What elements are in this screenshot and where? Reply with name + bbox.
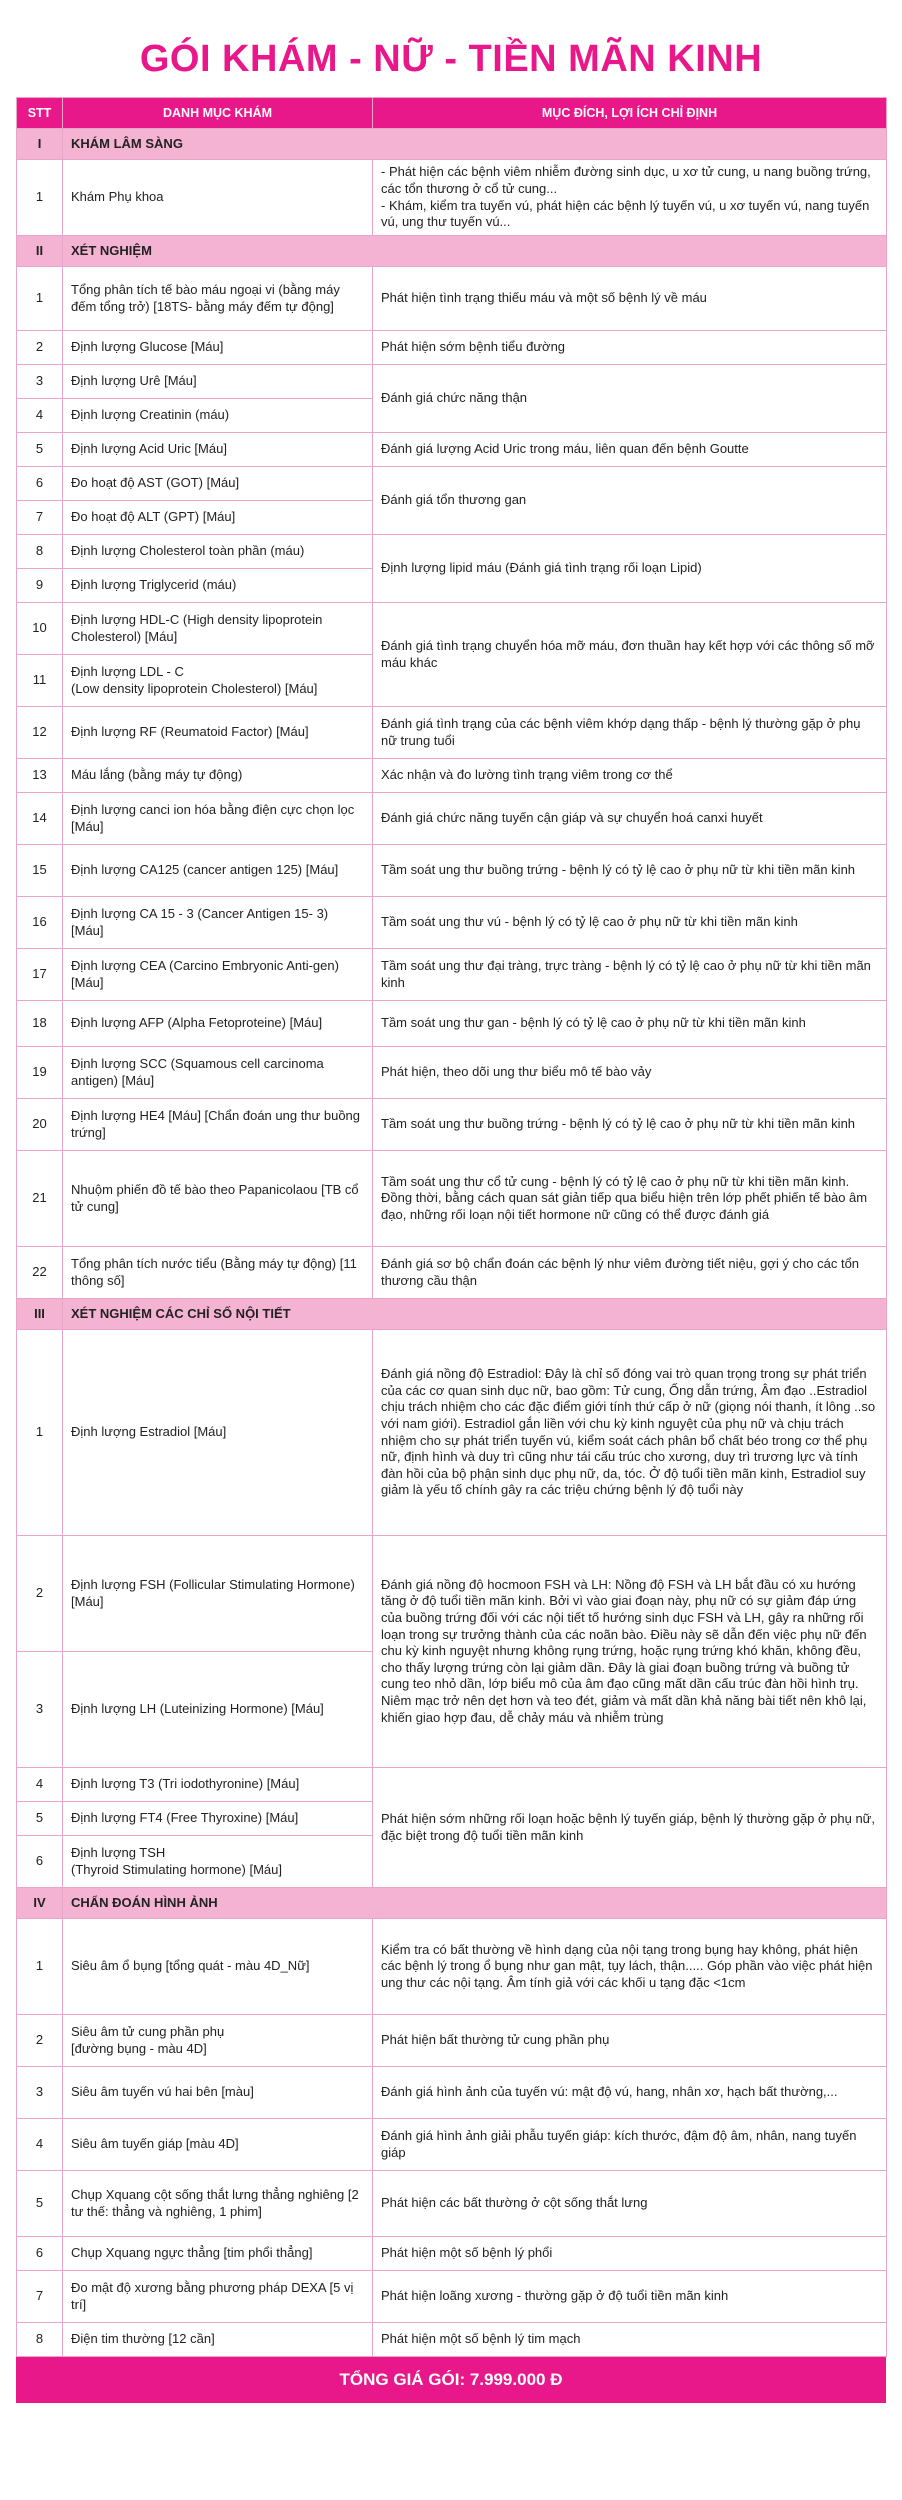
table-row (17, 897, 887, 949)
table-body (17, 129, 887, 2357)
exam-purpose: Phát hiện tình trạng thiếu máu và một số bệnh lý về máu (373, 267, 887, 331)
exam-purpose: Kiểm tra có bất thường về hình dạng của nội tạng trong bụng hay không, phát hiện các bệnh lý trong ổ bụng như gan mật, tụy lách, thận..... Góp phần vào việc phát hiện ung thư các nội tạng. Âm tính giả với các khối u tạng đặc <1cm (373, 1919, 887, 2015)
exam-purpose: Đánh giá nồng độ hocmoon FSH và LH: Nồng độ FSH và LH bắt đầu có xu hướng tăng ở độ tuổi tiền mãn kinh. Bởi vì vào giai đoạn này, phụ nữ có sự giảm đáp ứng của buồng trứng đối với các nội tiết tố hướng sinh dục FSH và LH, gây ra những rối loạn trong sự trưởng thành của các noãn bào. Điều này sẽ dẫn đến việc phụ nữ đến chu kỳ kinh nguyệt nhưng không rụng trứng, hoặc rụng trứng khó khăn, không đều, cho thấy lượng trứng còn lại giảm dần. Đây là giai đoạn buồng trứng và buồng tử cung teo nhỏ dần, lớp biểu mô của âm đạo cũng mất dần cấu trúc đàn hồi hình trụ. Niêm mạc trở nên dẹt hơn và teo đét, giảm và mất dần khả năng bài tiết nên khô lại, khiến giao hợp đau, dễ chảy máu và nhiễm trùng (373, 1536, 887, 1768)
table-row (17, 2323, 887, 2357)
table-row (17, 433, 887, 467)
header-purpose: MỤC ĐÍCH, LỢI ÍCH CHỈ ĐỊNH (373, 98, 887, 129)
exam-name: Định lượng CA125 (cancer antigen 125) [Máu] (63, 845, 373, 897)
table-row (17, 467, 887, 501)
section-number: I (17, 129, 63, 160)
exam-name: Định lượng LDL - C (Low density lipoprotein Cholesterol) [Máu] (63, 655, 373, 707)
exam-name: Siêu âm tuyến giáp [màu 4D] (63, 2119, 373, 2171)
exam-name: Tổng phân tích nước tiểu (Bằng máy tự động) [11 thông số] (63, 1247, 373, 1299)
exam-purpose: Phát hiện loãng xương - thường gặp ở độ tuổi tiền mãn kinh (373, 2271, 887, 2323)
section-number: IV (17, 1888, 63, 1919)
row-number: 3 (17, 1652, 63, 1768)
section-row (17, 1888, 887, 1919)
table-row (17, 1047, 887, 1099)
table-row (17, 1001, 887, 1047)
row-number: 21 (17, 1151, 63, 1247)
exam-name: Đo hoạt độ ALT (GPT) [Máu] (63, 501, 373, 535)
exam-name: Chụp Xquang ngực thẳng [tim phổi thẳng] (63, 2237, 373, 2271)
table-row (17, 2067, 887, 2119)
exam-name: Siêu âm tử cung phần phụ [đường bụng - màu 4D] (63, 2015, 373, 2067)
row-number: 19 (17, 1047, 63, 1099)
exam-purpose: Phát hiện sớm những rối loạn hoặc bệnh lý tuyến giáp, bệnh lý thường gặp ở phụ nữ, đặc biệt trong độ tuổi tiền mãn kinh (373, 1768, 887, 1888)
exam-purpose: Đánh giá tổn thương gan (373, 467, 887, 535)
row-number: 1 (17, 267, 63, 331)
row-number: 8 (17, 535, 63, 569)
table-row (17, 1151, 887, 1247)
table-row (17, 793, 887, 845)
section-row (17, 236, 887, 267)
exam-name: Định lượng AFP (Alpha Fetoproteine) [Máu] (63, 1001, 373, 1047)
table-row (17, 949, 887, 1001)
exam-purpose: Tầm soát ung thư vú - bệnh lý có tỷ lệ cao ở phụ nữ từ khi tiền mãn kinh (373, 897, 887, 949)
package-table-wrapper (16, 97, 886, 2403)
row-number: 11 (17, 655, 63, 707)
table-header (17, 98, 887, 129)
exam-purpose: Tầm soát ung thư buồng trứng - bệnh lý có tỷ lệ cao ở phụ nữ từ khi tiền mãn kinh (373, 1099, 887, 1151)
row-number: 4 (17, 1768, 63, 1802)
exam-purpose: Đánh giá sơ bộ chẩn đoán các bệnh lý như viêm đường tiết niệu, gợi ý cho các tổn thương cầu thận (373, 1247, 887, 1299)
row-number: 2 (17, 1536, 63, 1652)
exam-purpose: Tầm soát ung thư buồng trứng - bệnh lý có tỷ lệ cao ở phụ nữ từ khi tiền mãn kinh (373, 845, 887, 897)
exam-name: Định lượng FSH (Follicular Stimulating Hormone) [Máu] (63, 1536, 373, 1652)
exam-name: Khám Phụ khoa (63, 160, 373, 236)
table-row (17, 2119, 887, 2171)
exam-name: Định lượng CA 15 - 3 (Cancer Antigen 15- 3) [Máu] (63, 897, 373, 949)
exam-purpose: Đánh giá hình ảnh giải phẫu tuyến giáp: kích thước, đậm độ âm, nhân, nang tuyến giáp (373, 2119, 887, 2171)
row-number: 2 (17, 331, 63, 365)
row-number: 6 (17, 1836, 63, 1888)
exam-name: Siêu âm tuyến vú hai bên [màu] (63, 2067, 373, 2119)
table-row (17, 1099, 887, 1151)
row-number: 16 (17, 897, 63, 949)
exam-name: Định lượng LH (Luteinizing Hormone) [Máu] (63, 1652, 373, 1768)
row-number: 20 (17, 1099, 63, 1151)
exam-name: Định lượng HE4 [Máu] [Chẩn đoán ung thư buồng trứng] (63, 1099, 373, 1151)
table-row (17, 365, 887, 399)
table-row (17, 1330, 887, 1536)
exam-purpose: Đánh giá chức năng tuyến cận giáp và sự chuyển hoá canxi huyết (373, 793, 887, 845)
exam-purpose: Đánh giá hình ảnh của tuyến vú: mật độ vú, hang, nhân xơ, hạch bất thường,... (373, 2067, 887, 2119)
exam-purpose: Phát hiện bất thường tử cung phần phụ (373, 2015, 887, 2067)
section-title: KHÁM LÂM SÀNG (63, 129, 887, 160)
table-row (17, 1768, 887, 1802)
exam-purpose: Tầm soát ung thư đại tràng, trực tràng - bệnh lý có tỷ lệ cao ở phụ nữ từ khi tiền mãn kinh (373, 949, 887, 1001)
row-number: 13 (17, 759, 63, 793)
row-number: 7 (17, 501, 63, 535)
exam-purpose: Đánh giá tình trạng của các bệnh viêm khớp dạng thấp - bệnh lý thường gặp ở phụ nữ trung tuổi (373, 707, 887, 759)
table-row (17, 331, 887, 365)
row-number: 1 (17, 160, 63, 236)
exam-purpose: Phát hiện một số bệnh lý phổi (373, 2237, 887, 2271)
exam-purpose: - Phát hiện các bệnh viêm nhiễm đường sinh dục, u xơ tử cung, u nang buồng trứng, các tổn thương ở cổ tử cung... - Khám, kiểm tra tuyến vú, phát hiện các bệnh lý tuyến vú, u xơ tuyến vú, nang tuyến vú, ung thư tuyến vú... (373, 160, 887, 236)
table-row (17, 603, 887, 655)
table-row (17, 2171, 887, 2237)
exam-purpose: Đánh giá lượng Acid Uric trong máu, liên quan đến bệnh Goutte (373, 433, 887, 467)
exam-name: Máu lắng (bằng máy tự động) (63, 759, 373, 793)
row-number: 4 (17, 399, 63, 433)
exam-purpose: Đánh giá tình trạng chuyển hóa mỡ máu, đơn thuần hay kết hợp với các thông số mỡ máu khác (373, 603, 887, 707)
row-number: 3 (17, 2067, 63, 2119)
exam-name: Định lượng Triglycerid (máu) (63, 569, 373, 603)
exam-name: Định lượng Acid Uric [Máu] (63, 433, 373, 467)
row-number: 3 (17, 365, 63, 399)
row-number: 12 (17, 707, 63, 759)
row-number: 18 (17, 1001, 63, 1047)
table-row (17, 2271, 887, 2323)
row-number: 5 (17, 2171, 63, 2237)
exam-purpose: Định lượng lipid máu (Đánh giá tình trạng rối loạn Lipid) (373, 535, 887, 603)
exam-name: Siêu âm ổ bụng [tổng quát - màu 4D_Nữ] (63, 1919, 373, 2015)
exam-name: Định lượng RF (Reumatoid Factor) [Máu] (63, 707, 373, 759)
exam-name: Định lượng T3 (Tri iodothyronine) [Máu] (63, 1768, 373, 1802)
table-row (17, 759, 887, 793)
row-number: 22 (17, 1247, 63, 1299)
row-number: 10 (17, 603, 63, 655)
exam-name: Định lượng TSH (Thyroid Stimulating hormone) [Máu] (63, 1836, 373, 1888)
table-row (17, 1919, 887, 2015)
page-title: GÓI KHÁM - NỮ - TIỀN MÃN KINH (139, 38, 763, 80)
exam-purpose: Tầm soát ung thư cổ tử cung - bệnh lý có tỷ lệ cao ở phụ nữ từ khi tiền mãn kinh. Đồng thời, bằng cách quan sát giản tiếp qua biểu hiện trên lớp phết phiến tế bào âm đạo, những rối loạn nội tiết hormone nữ cũng có thể được đánh giá (373, 1151, 887, 1247)
exam-purpose: Phát hiện một số bệnh lý tim mạch (373, 2323, 887, 2357)
exam-purpose: Phát hiện các bất thường ở cột sống thắt lưng (373, 2171, 887, 2237)
section-title: XÉT NGHIỆM (63, 236, 887, 267)
table-row (17, 1536, 887, 1652)
row-number: 5 (17, 433, 63, 467)
exam-name: Định lượng canci ion hóa bằng điện cực chọn lọc [Máu] (63, 793, 373, 845)
header-name: DANH MỤC KHÁM (63, 98, 373, 129)
section-number: III (17, 1299, 63, 1330)
exam-purpose: Đánh giá nồng độ Estradiol: Đây là chỉ số đóng vai trò quan trọng trong sự phát triển của các cơ quan sinh dục nữ, bao gồm: Tử cung, Ống dẫn trứng, Âm đạo ..Estradiol chịu trách nhiệm cho các đặc điểm giới tính thứ cấp ở nữ (giọng nói thanh, ít lông ..so với nam giới). Estradiol gắn liền với chu kỳ kinh nguyệt của phụ nữ và chịu trách nhiệm cho sự phát triển tuyến vú, kiểm soát cách phân bổ chất béo trong cơ thể phụ nữ, định hình và duy trì cũng như tái cấu trúc cho xương, duy trì trương lực và tính đàn hồi của bộ phận sinh dục phụ nữ, da, tóc. Ở độ tuổi tiền mãn kinh, Estradiol suy giảm là yếu tố chính gây ra các triệu chứng bệnh lý độ tuổi này (373, 1330, 887, 1536)
section-row (17, 1299, 887, 1330)
exam-name: Định lượng FT4 (Free Thyroxine) [Máu] (63, 1802, 373, 1836)
exam-name: Định lượng HDL-C (High density lipoprotein Cholesterol) [Máu] (63, 603, 373, 655)
section-title: CHẨN ĐOÁN HÌNH ẢNH (63, 1888, 887, 1919)
table-row (17, 267, 887, 331)
row-number: 5 (17, 1802, 63, 1836)
header-stt: STT (17, 98, 63, 129)
exam-name: Chụp Xquang cột sống thắt lưng thẳng nghiêng [2 tư thế: thẳng và nghiêng, 1 phim] (63, 2171, 373, 2237)
section-title: XÉT NGHIỆM CÁC CHỈ SỐ NỘI TIẾT (63, 1299, 887, 1330)
exam-name: Định lượng Estradiol [Máu] (63, 1330, 373, 1536)
row-number: 9 (17, 569, 63, 603)
row-number: 2 (17, 2015, 63, 2067)
row-number: 6 (17, 2237, 63, 2271)
row-number: 4 (17, 2119, 63, 2171)
exam-name: Định lượng SCC (Squamous cell carcinoma antigen) [Máu] (63, 1047, 373, 1099)
row-number: 15 (17, 845, 63, 897)
table-row (17, 160, 887, 236)
row-number: 14 (17, 793, 63, 845)
row-number: 6 (17, 467, 63, 501)
exam-purpose: Phát hiện, theo dõi ung thư biểu mô tế bào vảy (373, 1047, 887, 1099)
table-row (17, 535, 887, 569)
exam-purpose: Xác nhận và đo lường tình trạng viêm trong cơ thể (373, 759, 887, 793)
exam-name: Định lượng Urê [Máu] (63, 365, 373, 399)
exam-name: Định lượng CEA (Carcino Embryonic Anti-gen) [Máu] (63, 949, 373, 1001)
package-table (16, 97, 887, 2357)
row-number: 7 (17, 2271, 63, 2323)
table-row (17, 845, 887, 897)
total-price: TỔNG GIÁ GÓI: 7.999.000 Đ (16, 2357, 886, 2403)
exam-name: Nhuộm phiến đồ tế bào theo Papanicolaou [TB cổ tử cung] (63, 1151, 373, 1247)
row-number: 1 (17, 1919, 63, 2015)
exam-purpose: Đánh giá chức năng thận (373, 365, 887, 433)
exam-name: Đo mật độ xương bằng phương pháp DEXA [5 vị trí] (63, 2271, 373, 2323)
row-number: 8 (17, 2323, 63, 2357)
exam-name: Đo hoạt độ AST (GOT) [Máu] (63, 467, 373, 501)
exam-name: Tổng phân tích tế bào máu ngoại vi (bằng máy đếm tổng trở) [18TS- bằng máy đếm tự động] (63, 267, 373, 331)
table-row (17, 2015, 887, 2067)
exam-name: Định lượng Creatinin (máu) (63, 399, 373, 433)
exam-purpose: Tầm soát ung thư gan - bệnh lý có tỷ lệ cao ở phụ nữ từ khi tiền mãn kinh (373, 1001, 887, 1047)
row-number: 17 (17, 949, 63, 1001)
section-row (17, 129, 887, 160)
row-number: 1 (17, 1330, 63, 1536)
section-number: II (17, 236, 63, 267)
exam-name: Điện tim thường [12 cần] (63, 2323, 373, 2357)
exam-name: Định lượng Glucose [Máu] (63, 331, 373, 365)
exam-name: Định lượng Cholesterol toàn phần (máu) (63, 535, 373, 569)
exam-purpose: Phát hiện sớm bệnh tiểu đường (373, 331, 887, 365)
table-row (17, 1247, 887, 1299)
table-row (17, 707, 887, 759)
table-row (17, 2237, 887, 2271)
